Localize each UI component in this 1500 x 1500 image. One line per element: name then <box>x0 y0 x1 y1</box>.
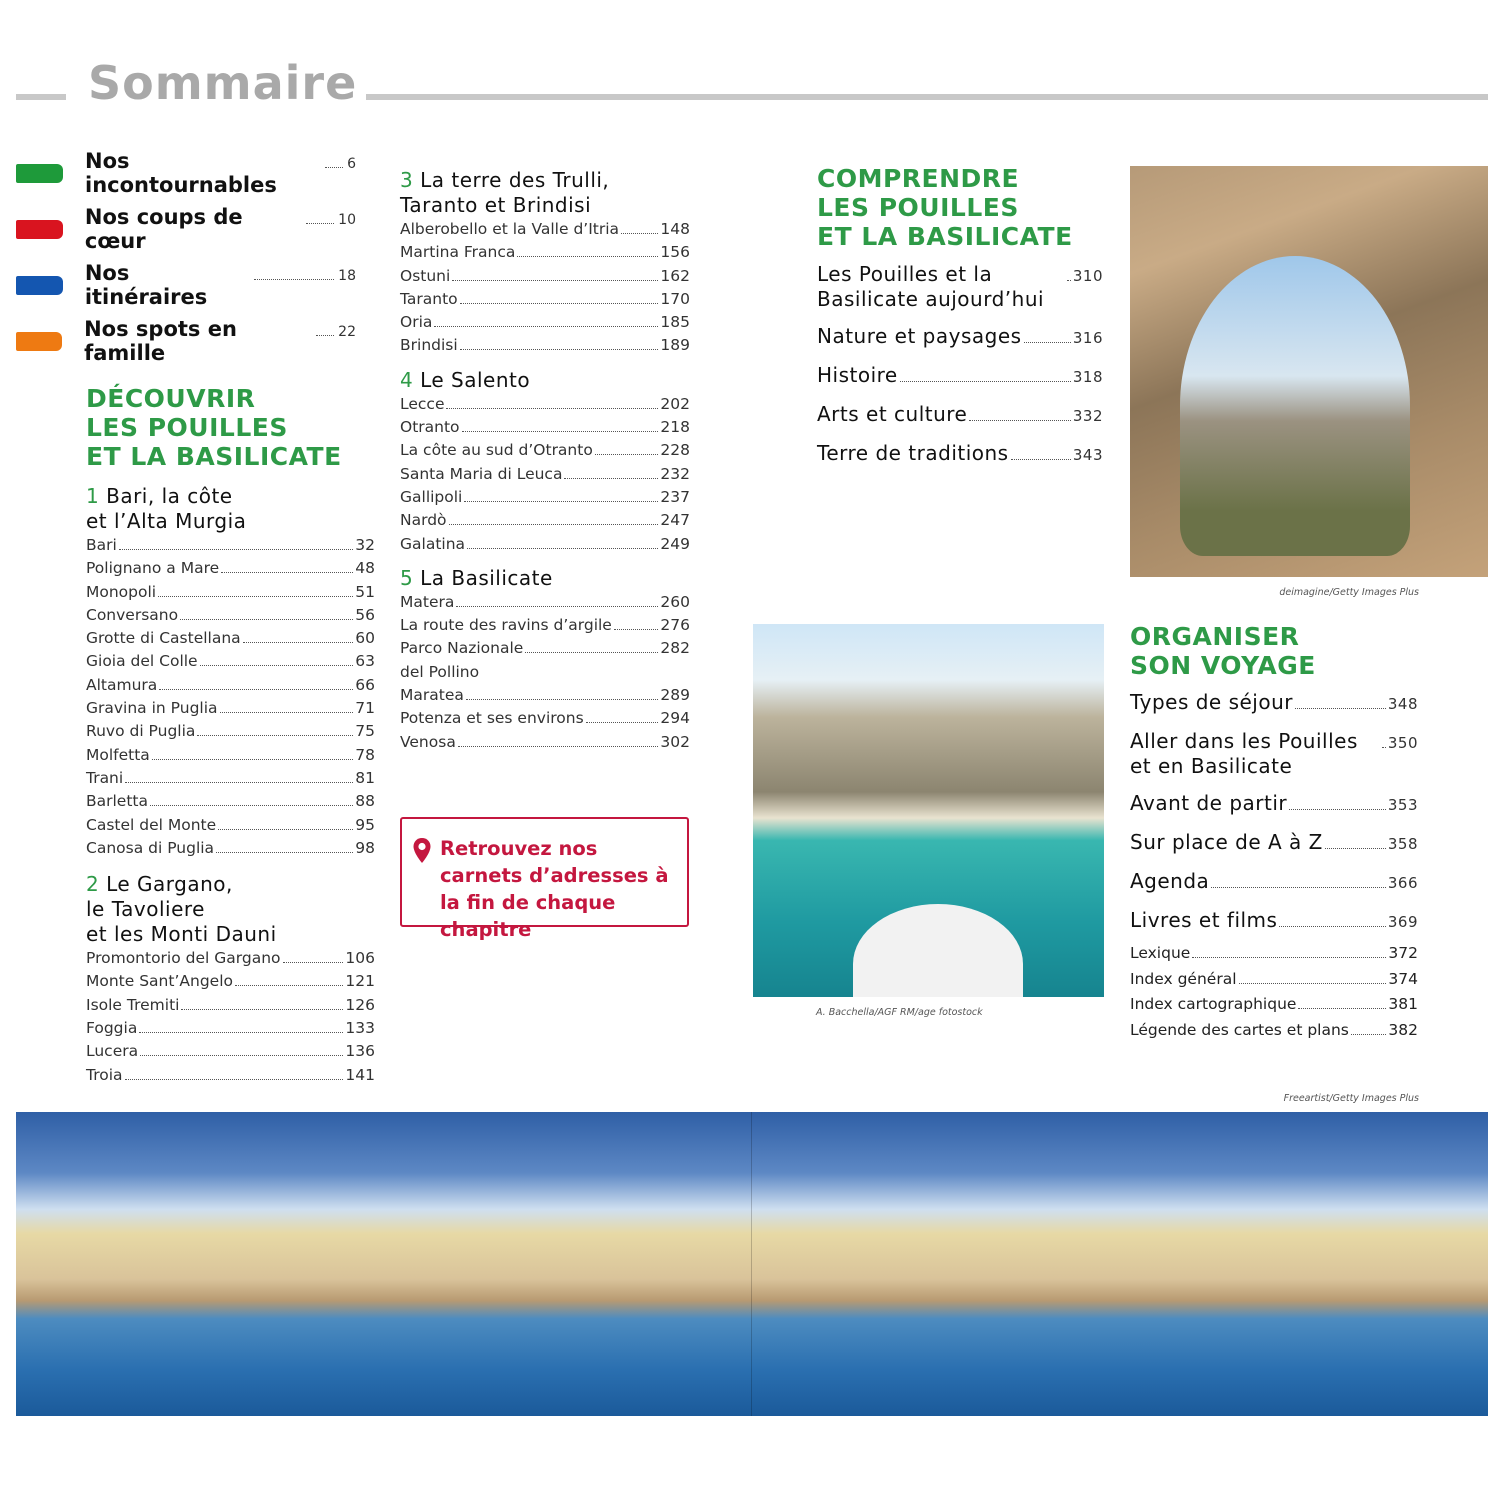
toc-entry-label: Légende des cartes et plans <box>1130 1020 1349 1039</box>
toc-entry-page: 237 <box>660 487 690 506</box>
toc-entry-page: 228 <box>660 441 690 460</box>
toc-entry[interactable] <box>400 463 690 486</box>
toc-entry-page: 247 <box>660 511 690 530</box>
dot-leader <box>900 381 1071 382</box>
toc-entry-page: 133 <box>345 1019 375 1038</box>
toc-entry-page: 106 <box>345 949 375 968</box>
dot-leader <box>1192 957 1386 958</box>
dot-leader <box>125 782 353 783</box>
chapter-title <box>400 566 690 591</box>
toc-entry-page: 126 <box>345 995 375 1014</box>
toc-entry[interactable] <box>817 402 1103 429</box>
toc-entry[interactable] <box>400 486 690 509</box>
dot-leader <box>446 408 658 409</box>
toc-entry-label: Trani <box>86 768 124 787</box>
dot-leader <box>150 805 353 806</box>
toc-entry[interactable] <box>86 627 375 650</box>
chapter-name: La Basilicate <box>420 565 553 590</box>
chapter-title <box>400 368 690 393</box>
toc-entry-label: Lexique <box>1130 944 1191 962</box>
toc-entry-page: 343 <box>1072 446 1103 464</box>
chapter-title <box>400 168 690 218</box>
dot-leader <box>586 722 659 723</box>
color-tab-icon <box>16 276 63 295</box>
highlights-list <box>16 145 356 369</box>
toc-entry-page: 66 <box>355 675 375 694</box>
dot-leader <box>200 665 354 666</box>
toc-entry[interactable] <box>86 557 375 580</box>
highlight-item[interactable] <box>16 313 356 369</box>
toc-entry-label: Index général <box>1130 969 1237 988</box>
toc-entry-label: Histoire <box>817 363 898 387</box>
toc-entry[interactable] <box>1130 941 1418 967</box>
toc-entry-page: 310 <box>1072 267 1103 285</box>
toc-entry-label: Aller dans les Pouilles et en Basilicate <box>1130 729 1358 778</box>
annex-list <box>1130 941 1418 1043</box>
toc-entry-page: 202 <box>660 394 690 413</box>
dot-leader <box>458 746 659 747</box>
dot-leader <box>1067 280 1071 281</box>
toc-entry-page: 75 <box>355 722 375 741</box>
toc-entry-label: Alberobello et la Valle d’Itria <box>400 220 620 238</box>
dot-leader <box>1289 809 1386 810</box>
toc-entry-page: 289 <box>660 686 690 705</box>
toc-entry-label: Maratea <box>400 686 464 705</box>
toc-entry[interactable] <box>86 994 375 1017</box>
toc-entry-page: 121 <box>345 972 375 991</box>
toc-entry-page: 156 <box>660 243 690 262</box>
toc-entry[interactable] <box>86 837 375 860</box>
toc-entry[interactable] <box>400 509 690 532</box>
toc-entry-label: Parco Nazionale del Pollino <box>400 639 524 681</box>
dot-leader <box>140 1055 343 1056</box>
dot-leader <box>1298 1008 1386 1009</box>
toc-entry-page: 316 <box>1072 329 1103 347</box>
title-rule-left <box>16 94 66 100</box>
toc-entry-page: 294 <box>660 709 690 728</box>
callout-box <box>400 817 689 941</box>
toc-entry-label: Matera <box>400 592 455 611</box>
dot-leader <box>243 642 354 643</box>
toc-entry-label: Nardò <box>400 511 447 530</box>
toc-entry-label: Potenza et ses environs <box>400 709 584 728</box>
toc-entry-page: 374 <box>1388 969 1418 988</box>
toc-entry-label: Brindisi <box>400 336 458 355</box>
dot-leader <box>969 420 1070 421</box>
dot-leader <box>152 759 353 760</box>
toc-entry-label: Conversano <box>86 605 179 624</box>
toc-entry-page: 48 <box>355 559 375 578</box>
toc-entry[interactable] <box>86 674 375 697</box>
toc-entry[interactable] <box>86 790 375 813</box>
toc-entry-page: 249 <box>660 534 690 553</box>
toc-entry[interactable] <box>86 947 375 970</box>
toc-entry[interactable] <box>86 604 375 627</box>
dot-leader <box>220 712 354 713</box>
boat-photo-credit: A. Bacchella/AGF RM/age fotostock <box>816 1007 983 1018</box>
toc-entry-page: 369 <box>1387 913 1418 931</box>
organize-list <box>1130 690 1418 947</box>
highlight-item[interactable] <box>16 201 356 257</box>
highlight-label: Nos incontournables <box>85 149 277 197</box>
dot-leader <box>614 629 659 630</box>
toc-entry-page: 302 <box>660 732 690 751</box>
toc-entry-page: 162 <box>660 266 690 285</box>
toc-entry[interactable] <box>400 311 690 334</box>
toc-entry[interactable] <box>817 262 1103 312</box>
toc-entry-label: Polignano a Mare <box>86 559 220 578</box>
dot-leader <box>1024 342 1071 343</box>
highlight-text <box>85 205 356 253</box>
toc-entry[interactable] <box>86 767 375 790</box>
toc-entry[interactable] <box>1130 869 1418 896</box>
dot-leader <box>1295 708 1386 709</box>
discover-column-1 <box>86 484 375 1087</box>
toc-entry[interactable] <box>400 637 690 684</box>
chapter-title <box>86 872 375 947</box>
highlight-page: 18 <box>338 268 356 284</box>
toc-entry-page: 358 <box>1387 835 1418 853</box>
toc-entry[interactable] <box>1130 830 1418 857</box>
dot-leader <box>119 549 353 550</box>
callout-text: Retrouvez nos carnets d’adresses à la fin de chaque chapitre <box>440 837 669 941</box>
toc-entry-page: 381 <box>1388 995 1418 1013</box>
toc-entry-label: Taranto <box>400 289 458 308</box>
toc-entry-page: 141 <box>345 1065 375 1084</box>
highlight-text <box>85 149 356 197</box>
chapter-number: 2 <box>86 872 100 897</box>
toc-entry-page: 170 <box>660 289 690 308</box>
dot-leader <box>517 256 658 257</box>
dot-leader <box>216 852 353 853</box>
toc-entry[interactable] <box>400 265 690 288</box>
toc-entry[interactable] <box>86 970 375 993</box>
highlight-label: Nos itinéraires <box>84 261 208 309</box>
toc-entry-label: Gioia del Colle <box>86 652 198 671</box>
cave-photo <box>1130 166 1488 577</box>
toc-entry[interactable] <box>1130 908 1418 935</box>
toc-entry[interactable] <box>1130 967 1418 993</box>
toc-entry-label: Sur place de A à Z <box>1130 830 1323 854</box>
map-pin-icon <box>412 837 432 865</box>
highlight-page: 6 <box>347 156 356 172</box>
toc-entry[interactable] <box>86 744 375 767</box>
toc-entry[interactable] <box>86 697 375 720</box>
toc-entry[interactable] <box>400 416 690 439</box>
toc-entry-label: Grotte di Castellana <box>86 629 241 648</box>
chapter-title <box>86 484 375 534</box>
dot-leader <box>316 335 334 336</box>
dot-leader <box>1279 926 1385 927</box>
toc-entry-label: Gravina in Puglia <box>86 699 218 718</box>
toc-entry-label: Les Pouilles et la Basilicate aujourd’hui <box>817 262 1045 311</box>
toc-entry[interactable] <box>400 707 690 730</box>
toc-entry[interactable] <box>400 439 690 462</box>
toc-entry-label: Ruvo di Puglia <box>86 722 196 741</box>
discover-column-2 <box>400 168 690 754</box>
dot-leader <box>449 524 659 525</box>
toc-entry-page: 60 <box>355 629 375 648</box>
toc-entry-page: 350 <box>1387 734 1418 752</box>
dot-leader <box>1325 848 1386 849</box>
toc-entry-page: 332 <box>1072 407 1103 425</box>
toc-entry-page: 78 <box>355 745 375 764</box>
toc-entry[interactable] <box>1130 992 1418 1018</box>
dot-leader <box>462 431 659 432</box>
toc-entry-page: 282 <box>660 639 690 658</box>
toc-entry-label: Ostuni <box>400 266 451 285</box>
toc-entry-page: 366 <box>1387 874 1418 892</box>
dot-leader <box>306 223 334 224</box>
dot-leader <box>467 548 658 549</box>
toc-entry-label: Canosa di Puglia <box>86 838 215 857</box>
toc-entry-page: 51 <box>355 582 375 601</box>
toc-entry[interactable] <box>400 591 690 614</box>
toc-entry[interactable] <box>400 614 690 637</box>
chapter-number: 5 <box>400 565 414 590</box>
toc-entry-page: 81 <box>355 768 375 787</box>
toc-entry-label: Molfetta <box>86 745 150 764</box>
dot-leader <box>159 689 353 690</box>
dot-leader <box>621 233 658 234</box>
chapter-number: 1 <box>86 484 100 508</box>
toc-entry-page: 318 <box>1072 368 1103 386</box>
dot-leader <box>139 1032 343 1033</box>
toc-entry-label: Foggia <box>86 1019 138 1038</box>
dot-leader <box>180 619 353 620</box>
toc-entry[interactable] <box>1130 1018 1418 1044</box>
toc-entry-page: 88 <box>355 792 375 811</box>
toc-entry-page: 353 <box>1387 796 1418 814</box>
page-title: Sommaire <box>88 56 358 110</box>
toc-entry[interactable] <box>817 441 1103 468</box>
toc-entry-label: Galatina <box>400 534 466 553</box>
toc-entry-label: Lecce <box>400 394 445 413</box>
toc-entry-page: 276 <box>660 616 690 635</box>
toc-entry-label: Altamura <box>86 675 158 694</box>
boat-photo <box>753 624 1104 997</box>
chapter-number: 3 <box>400 168 414 192</box>
toc-entry[interactable] <box>400 731 690 754</box>
highlight-text <box>85 261 356 309</box>
chapter-name: Le Salento <box>420 367 531 392</box>
toc-entry-label: Types de séjour <box>1130 690 1293 714</box>
toc-entry-page: 348 <box>1387 695 1418 713</box>
toc-entry-label: Arts et culture <box>817 402 968 426</box>
dot-leader <box>1011 459 1071 460</box>
toc-entry-page: 98 <box>355 838 375 857</box>
toc-entry-page: 218 <box>660 418 690 437</box>
toc-entry[interactable] <box>400 288 690 311</box>
dot-leader <box>1382 747 1386 748</box>
toc-entry[interactable] <box>400 218 690 241</box>
toc-entry-page: 136 <box>345 1042 375 1061</box>
chapter-name: Bari, la côte et l’Alta Murgia <box>86 484 247 533</box>
toc-entry[interactable] <box>86 650 375 673</box>
dot-leader <box>1351 1034 1387 1035</box>
toc-entry-label: Livres et films <box>1130 908 1278 932</box>
toc-entry-label: Otranto <box>400 418 460 437</box>
toc-entry-label: Barletta <box>86 792 148 811</box>
dot-leader <box>452 280 658 281</box>
toc-entry-page: 148 <box>660 220 690 238</box>
toc-entry[interactable] <box>1130 690 1418 717</box>
color-tab-icon <box>16 220 63 239</box>
toc-entry[interactable] <box>86 581 375 604</box>
toc-entry-label: Oria <box>400 313 433 332</box>
dot-leader <box>460 303 659 304</box>
toc-entry-label: Bari <box>86 536 117 554</box>
cave-photo-credit: deimagine/Getty Images Plus <box>1279 587 1419 598</box>
toc-entry[interactable] <box>817 363 1103 390</box>
chapter-number: 4 <box>400 367 414 392</box>
toc-entry-label: Monopoli <box>86 582 157 601</box>
toc-entry-page: 71 <box>355 699 375 718</box>
discover-heading: DÉCOUVRIR LES POUILLES ET LA BASILICATE <box>86 384 342 471</box>
toc-entry[interactable] <box>1130 729 1418 779</box>
dot-leader <box>158 596 353 597</box>
toc-entry-label: Monte Sant’Angelo <box>86 972 233 991</box>
dot-leader <box>235 985 343 986</box>
dot-leader <box>254 279 334 280</box>
toc-entry-page: 32 <box>355 536 375 554</box>
toc-entry-page: 372 <box>1388 944 1418 962</box>
toc-entry[interactable] <box>86 1017 375 1040</box>
toc-entry[interactable] <box>400 393 690 416</box>
dot-leader <box>1211 887 1386 888</box>
dot-leader <box>466 699 659 700</box>
toc-entry-page: 232 <box>660 464 690 483</box>
toc-entry[interactable] <box>1130 791 1418 818</box>
toc-entry-label: Avant de partir <box>1130 791 1288 815</box>
highlight-item[interactable] <box>16 257 356 313</box>
dot-leader <box>564 478 658 479</box>
dot-leader <box>525 652 658 653</box>
toc-entry-page: 95 <box>355 815 375 834</box>
highlight-label: Nos spots en famille <box>84 317 237 365</box>
dot-leader <box>595 454 659 455</box>
dot-leader <box>218 829 353 830</box>
toc-entry[interactable] <box>400 334 690 357</box>
toc-entry-label: Lucera <box>86 1042 139 1061</box>
toc-entry[interactable] <box>86 1040 375 1063</box>
toc-entry[interactable] <box>400 533 690 556</box>
color-tab-icon <box>16 164 63 183</box>
toc-entry[interactable] <box>86 1064 375 1087</box>
toc-entry-page: 382 <box>1388 1020 1418 1039</box>
toc-entry-label: Isole Tremiti <box>86 995 180 1014</box>
toc-entry-page: 260 <box>660 592 690 611</box>
toc-entry-label: Nature et paysages <box>817 324 1022 348</box>
title-rule-right <box>366 94 1488 100</box>
toc-entry-label: Index cartographique <box>1130 995 1297 1013</box>
toc-entry-label: Gallipoli <box>400 487 463 506</box>
highlight-item[interactable] <box>16 145 356 201</box>
toc-entry-label: Terre de traditions <box>817 441 1009 465</box>
color-tab-icon <box>16 332 62 351</box>
toc-entry-label: Castel del Monte <box>86 815 217 834</box>
chapter-name: Le Gargano, le Tavoliere et les Monti Dauni <box>86 872 277 947</box>
toc-entry-label: La route des ravins d’argile <box>400 616 612 635</box>
dot-leader <box>464 501 658 502</box>
highlight-page: 10 <box>338 212 356 228</box>
dot-leader <box>125 1079 344 1080</box>
toc-entry-label: Venosa <box>400 732 456 751</box>
dot-leader <box>283 962 344 963</box>
panorama-photo <box>16 1112 1488 1416</box>
toc-entry[interactable] <box>86 814 375 837</box>
dot-leader <box>181 1009 343 1010</box>
toc-entry-label: Troia <box>86 1065 123 1084</box>
dot-leader <box>460 349 659 350</box>
toc-entry-page: 63 <box>355 652 375 671</box>
dot-leader <box>1239 983 1387 984</box>
chapter-name: La terre des Trulli, Taranto et Brindisi <box>400 168 610 217</box>
dot-leader <box>197 735 353 736</box>
toc-entry-label: Promontorio del Gargano <box>86 949 281 968</box>
dot-leader <box>325 167 343 168</box>
toc-entry-label: La côte au sud d’Otranto <box>400 441 593 460</box>
organize-heading: ORGANISER SON VOYAGE <box>1130 622 1316 680</box>
toc-entry-page: 185 <box>660 313 690 332</box>
dot-leader <box>434 326 658 327</box>
highlight-page: 22 <box>338 324 356 340</box>
toc-entry-label: Martina Franca <box>400 243 516 262</box>
highlight-label: Nos coups de cœur <box>84 205 243 253</box>
toc-entry-label: Agenda <box>1130 869 1210 893</box>
toc-entry[interactable] <box>400 241 690 264</box>
panorama-credit: Freeartist/Getty Images Plus <box>1283 1093 1419 1104</box>
toc-entry[interactable] <box>400 684 690 707</box>
toc-entry[interactable] <box>817 324 1103 351</box>
dot-leader <box>221 572 353 573</box>
toc-entry-page: 56 <box>355 605 375 624</box>
highlight-text <box>84 317 356 365</box>
understand-heading: COMPRENDRE LES POUILLES ET LA BASILICATE <box>817 164 1073 251</box>
toc-entry[interactable] <box>86 720 375 743</box>
toc-entry[interactable] <box>86 534 375 557</box>
understand-list <box>817 262 1103 480</box>
toc-entry-label: Santa Maria di Leuca <box>400 464 563 483</box>
toc-entry-page: 189 <box>660 336 690 355</box>
dot-leader <box>456 606 658 607</box>
